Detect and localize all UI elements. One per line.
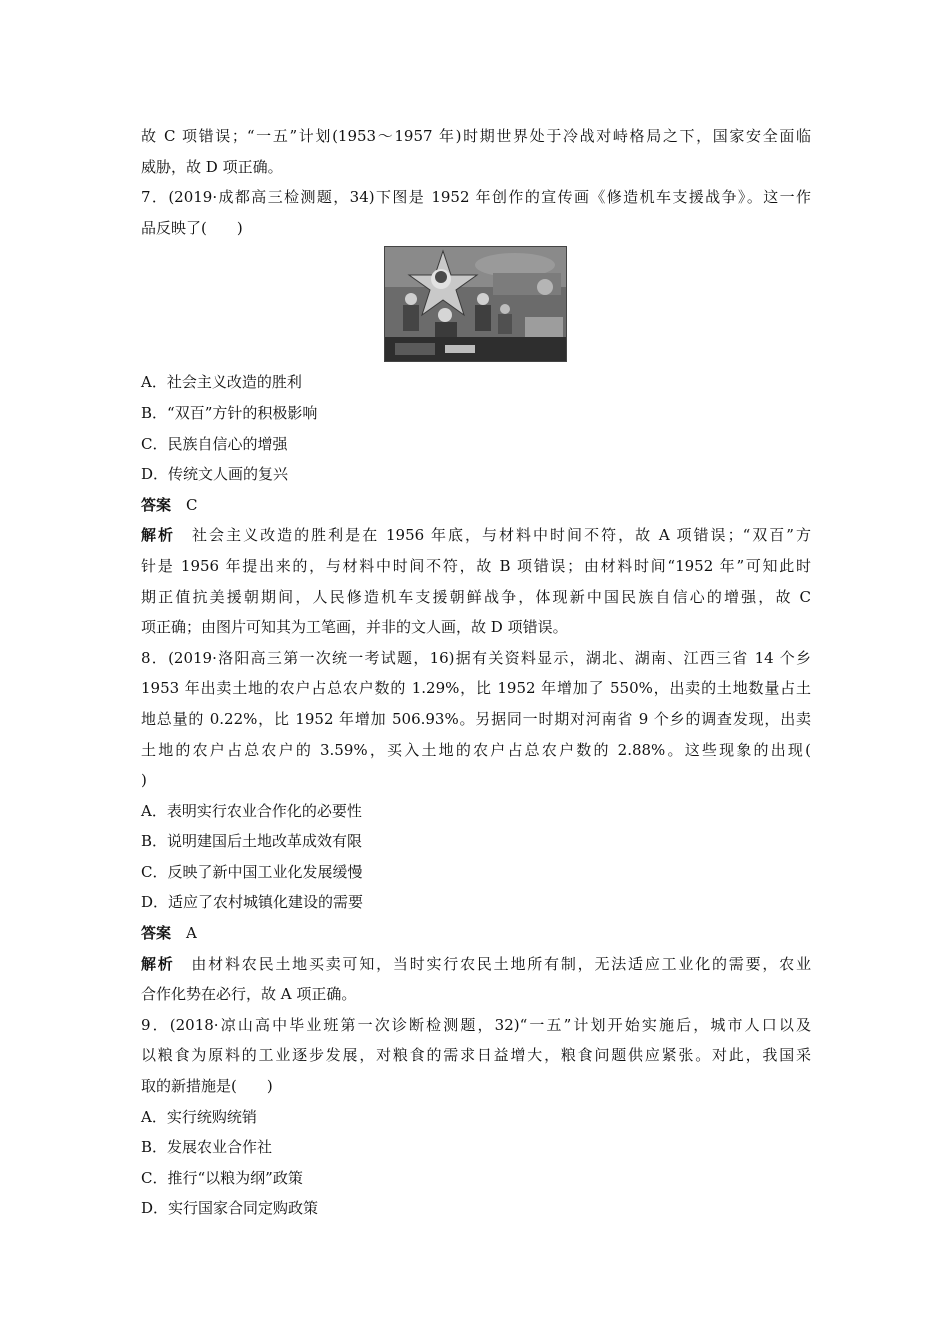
q8-analysis-text-1: 由材料农民土地买卖可知，当时实行农民土地所有制，无法适应工业化的需要，农业: [191, 954, 811, 973]
q6-tail-line-1: 故 C 项错误；“一五”计划(1953～1957 年)时期世界处于冷战对峙格局之下，国家安全面临: [141, 127, 811, 145]
q7-stem-line-2: 品反映了( ): [141, 218, 243, 237]
q8-stem-line-3: 地总量的 0.22%，比 1952 年增加 506.93%。另据同一时期对河南省 9 个乡的调查发现，出卖: [141, 709, 811, 728]
q8-analysis-label: 解析: [141, 954, 175, 973]
q7-analysis-line-4: 项正确；由图片可知其为工笔画，并非的文人画，故 D 项错误。: [141, 618, 568, 637]
q7-option-a: A．社会主义改造的胜利: [141, 373, 302, 392]
q7-analysis-line-3: 期正值抗美援朝期间，人民修造机车支援朝鲜战争，体现新中国民族自信心的增强，故 C: [141, 587, 811, 606]
q8-analysis-line-2: 合作化势在必行，故 A 项正确。: [141, 985, 357, 1004]
q8-answer-row: [141, 918, 811, 949]
q9-stem-line-2: 以粮食为原料的工业逐步发展，对粮食的需求日益增大，粮食问题供应紧张。对此，我国采: [141, 1046, 811, 1065]
q8-option-d: D．适应了农村城镇化建设的需要: [141, 893, 364, 912]
q7-analysis-text-1: 社会主义改造的胜利是在 1956 年底，与材料中时间不符，故 A 项错误；“双百”方: [192, 526, 811, 545]
q9-option-c: C．推行“以粮为纲”政策: [141, 1168, 303, 1187]
q7-stem-line-1: 7．(2019·成都高三检测题，34)下图是 1952 年创作的宣传画《修造机车支援战争》。这一作: [141, 188, 811, 207]
q8-answer-label: 答案: [141, 924, 172, 943]
q8-analysis-line-1: [141, 949, 811, 980]
q8-option-b: B．说明建国后土地改革成效有限: [141, 832, 363, 851]
figure-container: [141, 243, 811, 367]
document-content: [141, 121, 811, 1224]
q7-option-b: B．“双百”方针的积极影响: [141, 403, 318, 422]
q9-option-b: B．发展农业合作社: [141, 1138, 273, 1157]
propaganda-poster-image: [384, 246, 567, 362]
q7-option-d: D．传统文人画的复兴: [141, 465, 289, 484]
q9-stem-line-1: 9．(2018·凉山高中毕业班第一次诊断检测题，32)“一五”计划开始实施后，城市人口以及: [141, 1015, 811, 1034]
q8-answer-value: A: [186, 924, 197, 943]
q7-answer-row: [141, 490, 811, 521]
q8-stem-line-4: 土地的农户占总农户的 3.59%，买入土地的农户占总农户数的 2.88%。这些现象的出现(: [141, 740, 811, 759]
q8-stem-line-2: 1953 年出卖土地的农户占总农户数的 1.29%，比 1952 年增加了 550%，出卖的土地数量占土: [141, 679, 811, 698]
poster-illustration: [385, 247, 566, 361]
q8-option-a: A．表明实行农业合作化的必要性: [141, 801, 362, 820]
q9-stem-line-3: 取的新措施是( ): [141, 1077, 273, 1096]
q8-stem-line-5: ): [141, 771, 147, 790]
q7-answer-value: C: [186, 495, 198, 514]
q7-analysis-line-1: [141, 520, 811, 551]
q8-stem-line-1: 8．(2019·洛阳高三第一次统一考试题，16)据有关资料显示，湖北、湖南、江西三省 14 个乡: [141, 648, 811, 667]
q6-tail-line-2: 威胁，故 D 项正确。: [141, 157, 283, 176]
q9-option-a: A．实行统购统销: [141, 1107, 257, 1126]
q7-analysis-line-2: 针是 1956 年提出来的，与材料中时间不符，故 B 项错误；由材料时间“1952 年”可知此时: [141, 556, 811, 575]
q9-option-d: D．实行国家合同定购政策: [141, 1199, 319, 1218]
q8-option-c: C．反映了新中国工业化发展缓慢: [141, 862, 363, 881]
q7-answer-label: 答案: [141, 495, 172, 514]
q7-option-c: C．民族自信心的增强: [141, 434, 288, 453]
q7-analysis-label: 解析: [141, 526, 176, 545]
